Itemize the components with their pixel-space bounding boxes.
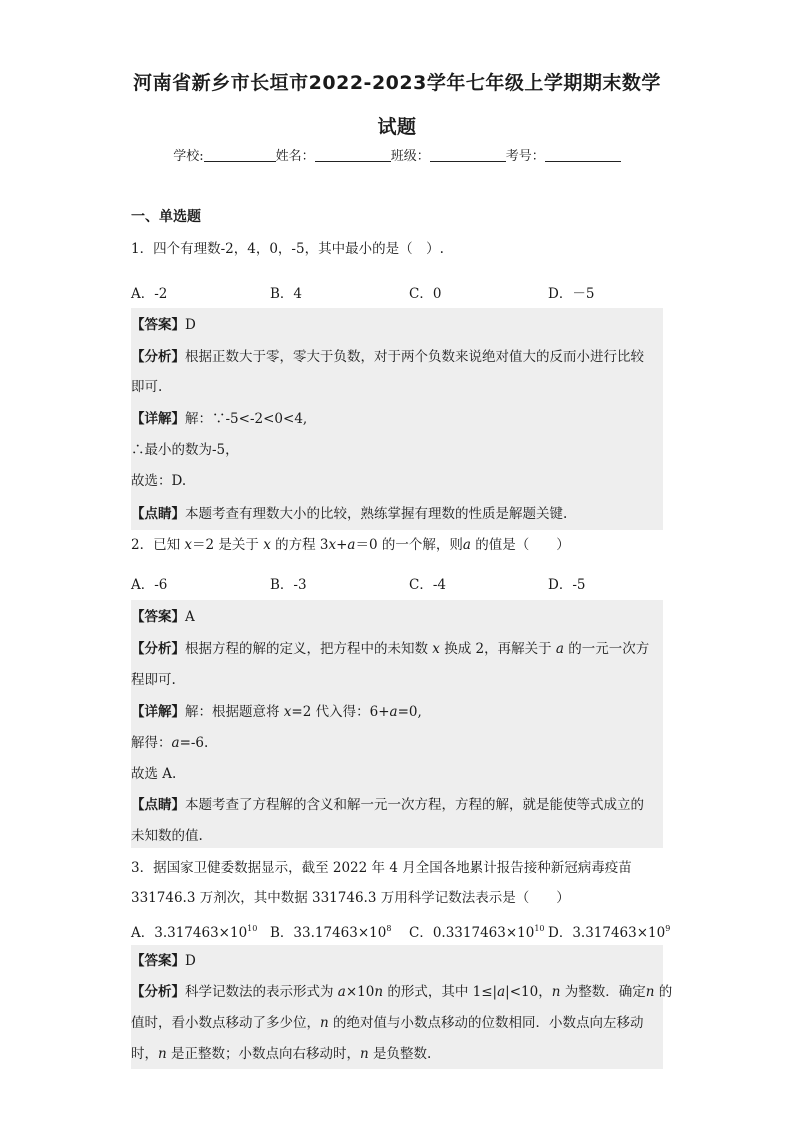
q3-analysis: 【分析】科学记数法的表示形式为 a×10n 的形式，其中 1≤|a|<10，n 为整数．确定n 的 <box>131 984 673 1000</box>
q1-analysis-cont: 即可. <box>131 379 163 395</box>
name-label: 姓名： <box>275 149 315 164</box>
q2-stem: 2．已知 x＝2 是关于 x 的方程 3x+a＝0 的一个解，则a 的值是（ ） <box>131 537 570 553</box>
q2-comment: 【点睛】本题考查了方程解的含义和解一元一次方程，方程的解，就是能使等式成立的 <box>131 797 644 813</box>
q2-option-c: C．-4 <box>409 577 446 593</box>
q1-comment: 【点睛】本题考查有理数大小的比较，熟练掌握有理数的性质是解题关键. <box>131 506 568 522</box>
q3-option-d: D．$3.317463\times 10^9$ <box>548 924 671 941</box>
q2-analysis: 【分析】根据方程的解的定义，把方程中的未知数 x 换成 2，再解关于 a 的一元一次方 <box>131 641 650 657</box>
q2-detail-2: 解得：a=-6. <box>131 735 209 751</box>
school-label: 学校: <box>173 149 204 164</box>
q1-answer: 【答案】D <box>131 317 196 333</box>
q2-comment-cont: 未知数的值. <box>131 828 203 844</box>
q3-stem: 3．据国家卫健委数据显示，截至 2022 年 4 月全国各地累计报告接种新冠病毒疫苗 <box>131 860 632 876</box>
q3-option-a: A．$3.317463\times 10^{10}$ <box>131 924 258 941</box>
class-field[interactable] <box>430 148 506 162</box>
student-info-fields <box>0 145 794 164</box>
q1-option-a: A．-2 <box>131 286 168 302</box>
class-label: 班级： <box>390 149 430 164</box>
q2-option-a: A．-6 <box>131 577 168 593</box>
q2-analysis-cont: 程即可. <box>131 672 176 688</box>
q2-detail: 【详解】解：根据题意将 x=2 代入得：6+a=0, <box>131 704 422 720</box>
page-title: 河南省新乡市长垣市2022-2023学年七年级上学期期末数学 <box>133 72 661 94</box>
q3-analysis-cont-2: 时，n 是正整数；小数点向右移动时，n 是负整数. <box>131 1046 432 1062</box>
school-field[interactable] <box>204 148 276 162</box>
q1-option-c: C．0 <box>409 286 442 302</box>
q3-option-b: B．$33.17463\times 10^8$ <box>270 924 392 941</box>
q1-stem: 1．四个有理数-2，4，0，-5，其中最小的是（ ）. <box>131 241 444 257</box>
q3-answer: 【答案】D <box>131 953 196 969</box>
section-title: 一、单选题 <box>131 209 201 225</box>
q2-option-d: D．-5 <box>548 577 586 593</box>
q3-analysis-cont: 值时，看小数点移动了多少位，n 的绝对值与小数点移动的位数相同．小数点向左移动 <box>131 1015 644 1031</box>
exam-number-field[interactable] <box>545 148 621 162</box>
q1-analysis: 【分析】根据正数大于零，零大于负数，对于两个负数来说绝对值大的反而小进行比较 <box>131 349 644 365</box>
q2-detail-3: 故选 A. <box>131 766 177 782</box>
q2-option-b: B．-3 <box>270 577 307 593</box>
q3-option-c: C．$0.3317463\times 10^{10}$ <box>409 924 545 941</box>
q1-option-d: D．－5 <box>548 286 595 302</box>
q1-detail-2: ∴最小的数为-5， <box>131 442 239 458</box>
exam-number-label: 考号： <box>505 149 545 164</box>
q1-detail-3: 故选：D. <box>131 473 187 489</box>
name-field[interactable] <box>315 148 391 162</box>
q3-stem-cont: 331746.3 万剂次，其中数据 331746.3 万用科学记数法表示是（ ） <box>131 890 570 906</box>
page-title-line2: 试题 <box>377 116 417 138</box>
q2-answer: 【答案】A <box>131 609 195 625</box>
q1-option-b: B．4 <box>270 286 303 302</box>
q1-detail: 【详解】解：∵-5<-2<0<4, <box>131 411 308 427</box>
